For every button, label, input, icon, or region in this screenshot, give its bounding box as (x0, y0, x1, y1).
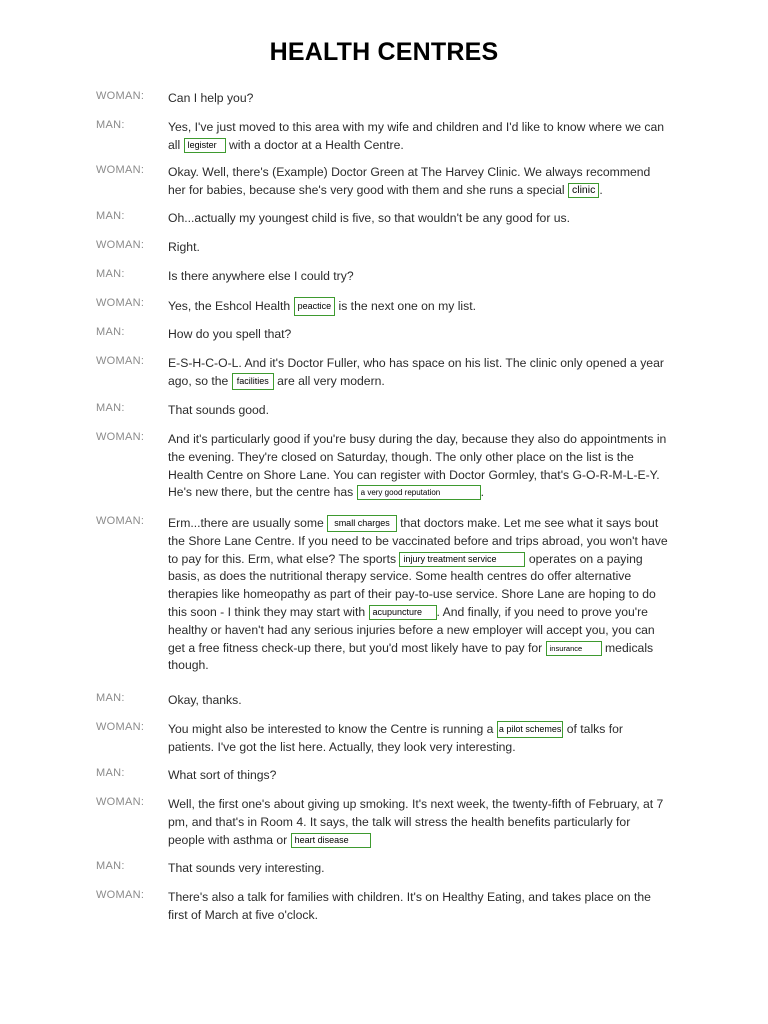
text-segment: is the next one on my list. (335, 299, 477, 313)
dialogue-text (168, 297, 668, 316)
speaker-label: WOMAN: (96, 431, 145, 443)
dialogue-text (168, 860, 668, 878)
text-segment: . (480, 485, 485, 500)
text-segment: Oh...actually my youngest child is five, so that wouldn't be any good for us. (168, 211, 571, 225)
dialogue-text (168, 239, 668, 257)
dialogue-text (168, 692, 668, 710)
text-segment: Yes, I've just moved to this area with my wife and children and I'd like to know where we can all (168, 120, 665, 152)
speaker-label: MAN: (96, 210, 125, 222)
text-segment: that doctors make. Let me see what it says bout the Shore Lane Centre. If you need to be vaccinated before and trips abroad, you won't have to pay for this. Erm, what else? The sports (168, 516, 668, 566)
text-segment: Right. (168, 240, 200, 254)
text-segment: of talks for patients. I've got the list here. Actually, they look very interesting. (168, 722, 623, 754)
speaker-label: MAN: (96, 268, 125, 280)
dialogue-text (168, 90, 668, 108)
text-segment: Okay. Well, there's (Example) Doctor Green at The Harvey Clinic. We always recommend her for babies, because she's very good with them and she runs a special (168, 165, 651, 197)
speaker-label: MAN: (96, 326, 125, 338)
speaker-label: MAN: (96, 692, 125, 704)
dialogue-text (168, 515, 668, 675)
speaker-label: WOMAN: (96, 515, 145, 527)
text-segment: What sort of things? (168, 768, 277, 782)
text-segment: You might also be interested to know the Centre is running a (168, 722, 497, 736)
dialogue-text (168, 119, 668, 155)
text-segment: There's also a talk for families with children. It's on Healthy Eating, and takes place on the first of March at five o'clock. (168, 890, 651, 922)
answer-field[interactable]: legister (184, 138, 226, 153)
text-segment: And it's particularly good if you're busy during the day, because they also do appointments in the evening. They're closed on Saturday, though. The only other place on the list is the Health Centre on Shore Lane. You can register with Doctor Gormley, that's G-O-R-M-L-E-Y. He's new there, but the centre has (168, 432, 667, 500)
answer-field[interactable]: acupuncture (369, 605, 437, 620)
speaker-label: WOMAN: (96, 721, 145, 733)
answer-field[interactable]: heart disease (291, 833, 371, 848)
text-segment: E-S-H-C-O-L. And it's Doctor Fuller, who has space on his list. The clinic only opened a year ago, so the (168, 356, 664, 388)
text-segment: That sounds good. (168, 403, 269, 417)
speaker-label: WOMAN: (96, 90, 145, 102)
text-segment: How do you spell that? (168, 327, 292, 341)
page-title: HEALTH CENTRES (269, 38, 499, 66)
text-segment: operates on a paying basis, as does the nutritional therapy service. Some health centres do offer alternative therapies like homeopathy as part of their pay-to-use service. Shore Lane are hoping to do this soon - I think they may start with (168, 551, 656, 619)
dialogue-text (168, 431, 668, 502)
text-segment: are all very modern. (273, 373, 385, 388)
answer-field[interactable]: insurance (546, 641, 602, 656)
answer-field[interactable]: a very good reputation (357, 485, 481, 500)
speaker-label: WOMAN: (96, 796, 145, 808)
text-segment: . And finally, if you need to prove you're healthy or haven't had any serious injuries before a new employer will accept you, you can get a free fitness check-up there, but you'd most likely have to pay for (168, 604, 655, 655)
speaker-label: MAN: (96, 767, 125, 779)
speaker-label: WOMAN: (96, 355, 145, 367)
answer-field[interactable]: clinic (568, 183, 599, 198)
answer-field[interactable]: small charges (327, 515, 397, 532)
speaker-label: MAN: (96, 119, 125, 131)
text-segment: That sounds very interesting. (168, 861, 325, 875)
speaker-label: WOMAN: (96, 239, 145, 251)
dialogue-text (168, 268, 668, 286)
answer-field[interactable]: peactice (294, 297, 336, 316)
dialogue-text (168, 164, 668, 200)
dialogue-text (168, 796, 668, 849)
dialogue-text (168, 721, 668, 757)
speaker-label: WOMAN: (96, 164, 145, 176)
text-segment: Can I help you? (168, 91, 254, 105)
text-segment: . (599, 182, 603, 197)
answer-field[interactable]: a pilot schemes (497, 721, 564, 738)
text-segment: Well, the first one's about giving up smoking. It's next week, the twenty-fifth of February, at 7 pm, and that's in Room 4. It says, the talk will stress the health benefits particularly for people with asthma or (168, 797, 664, 847)
text-segment: medicals though. (168, 640, 654, 673)
text-segment: Yes, the Eshcol Health (168, 299, 294, 313)
speaker-label: WOMAN: (96, 297, 145, 309)
text-segment: Okay, thanks. (168, 693, 242, 707)
speaker-label: WOMAN: (96, 889, 145, 901)
text-segment: with a doctor at a Health Centre. (225, 137, 404, 152)
dialogue-text (168, 767, 668, 785)
dialogue-text (168, 355, 668, 391)
answer-field[interactable]: injury treatment service (399, 552, 525, 567)
speaker-label: MAN: (96, 860, 125, 872)
dialogue-text (168, 326, 668, 344)
dialogue-text (168, 210, 668, 228)
answer-field[interactable]: facilities (232, 373, 274, 390)
speaker-label: MAN: (96, 402, 125, 414)
dialogue-text (168, 889, 668, 925)
dialogue-text (168, 402, 668, 420)
text-segment: Is there anywhere else I could try? (168, 269, 354, 283)
text-segment: Erm...there are usually some (168, 516, 328, 530)
